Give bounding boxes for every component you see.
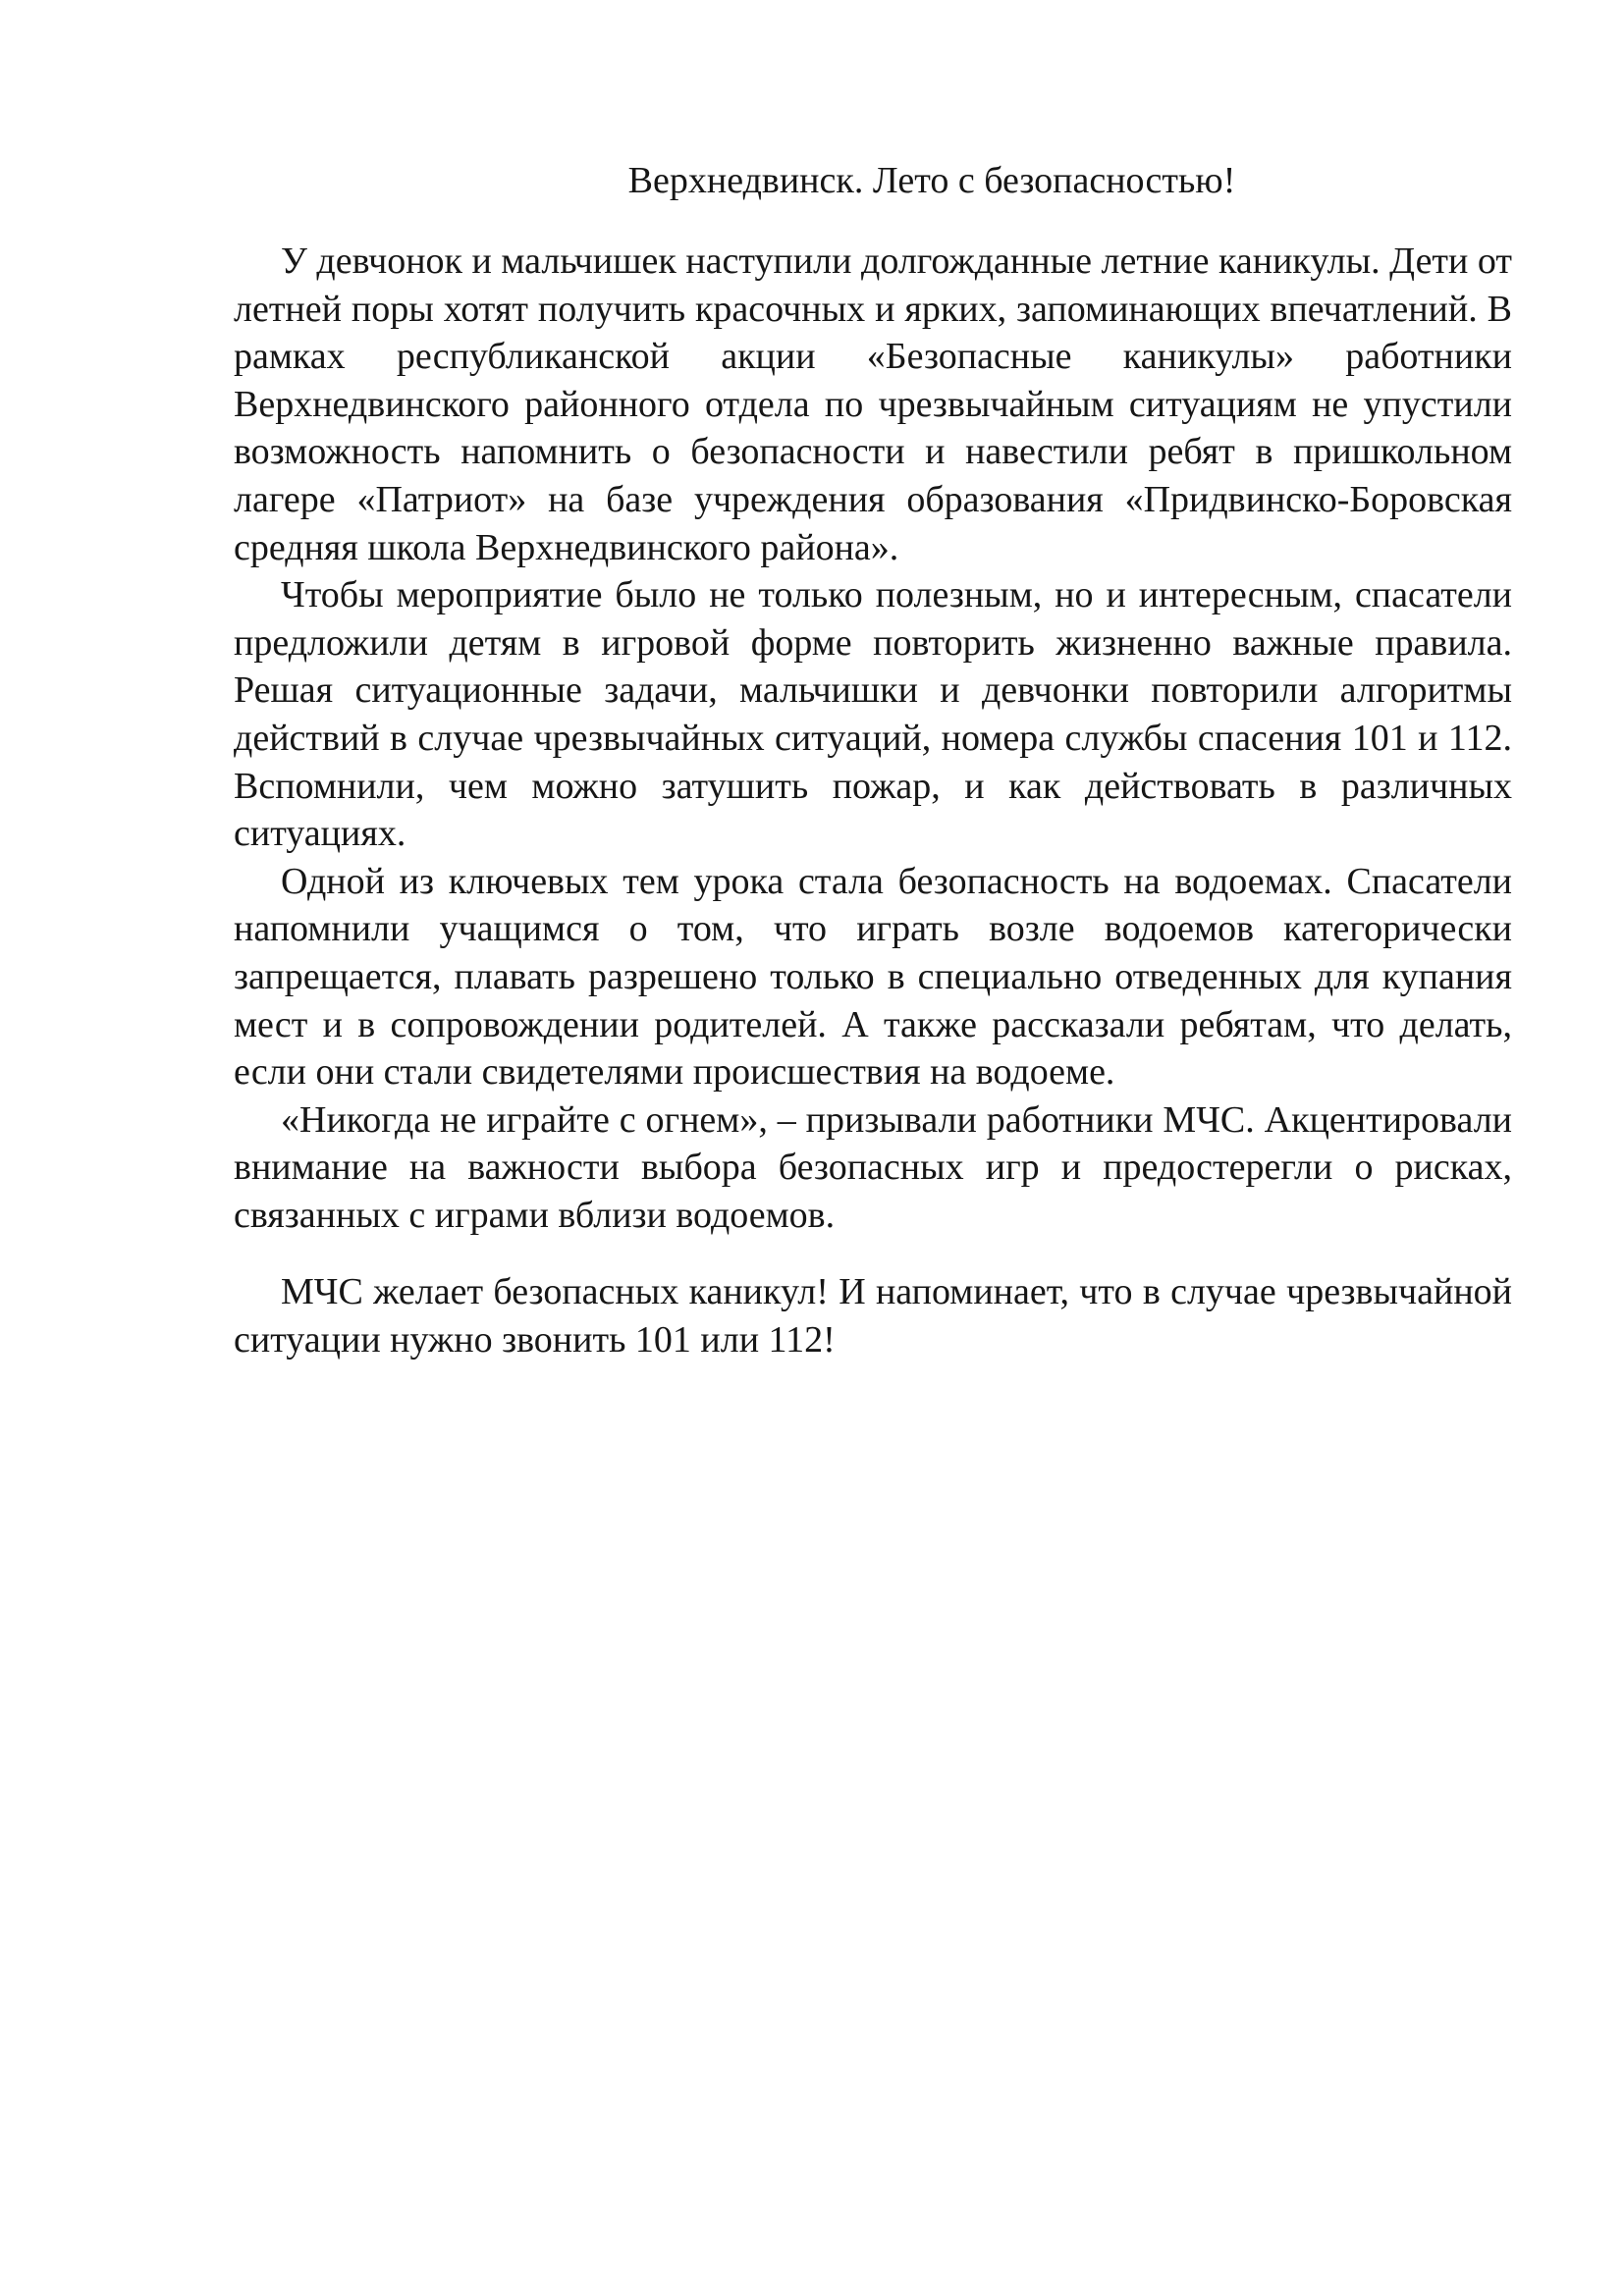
paragraph-closing: МЧС желает безопасных каникул! И напоминает, что в случае чрезвычайной ситуации нужно звонить 101 или 112!	[234, 1271, 1512, 1362]
document-title: Верхнедвинск. Лето с безопасностью!	[627, 160, 1236, 201]
paragraph-intro: У девчонок и мальчишек наступили долгожданные летние каникулы. Дети от летней поры хотят получить красочных и ярких, запоминающих впечатлений. В рамках республиканской акции «Безопасные каникулы» работники Верхнедвинского районного отдела по чрезвычайным ситуациям не упустили возможность напомнить о безопасности и навестили ребят в пришкольном лагере «Патриот» на базе учреждения образования «Придвинско-Боровская средняя школа Верхнедвинского района».	[234, 240, 1512, 568]
paragraph-fire-warning: «Никогда не играйте с огнем», – призывали работники МЧС. Акцентировали внимание на важности выбора безопасных игр и предостерегли о рисках, связанных с играми вблизи водоемов.	[234, 1098, 1512, 1236]
document-body	[234, 157, 1512, 1364]
paragraph-water-safety: Одной из ключевых тем урока стала безопасность на водоемах. Спасатели напомнили учащимся о том, что играть возле водоемов категорически запрещается, плавать разрешено только в специально отведенных для купания мест и в сопровождении родителей. А также рассказали ребятам, что делать, если они стали свидетелями происшествия на водоеме.	[234, 860, 1512, 1094]
paragraph-game-rules: Чтобы мероприятие было не только полезным, но и интересным, спасатели предложили детям в игровой форме повторить жизненно важные правила. Решая ситуационные задачи, мальчишки и девчонки повторили алгоритмы действий в случае чрезвычайных ситуаций, номера службы спасения 101 и 112. Вспомнили, чем можно затушить пожар, и как действовать в различных ситуациях.	[234, 574, 1512, 855]
